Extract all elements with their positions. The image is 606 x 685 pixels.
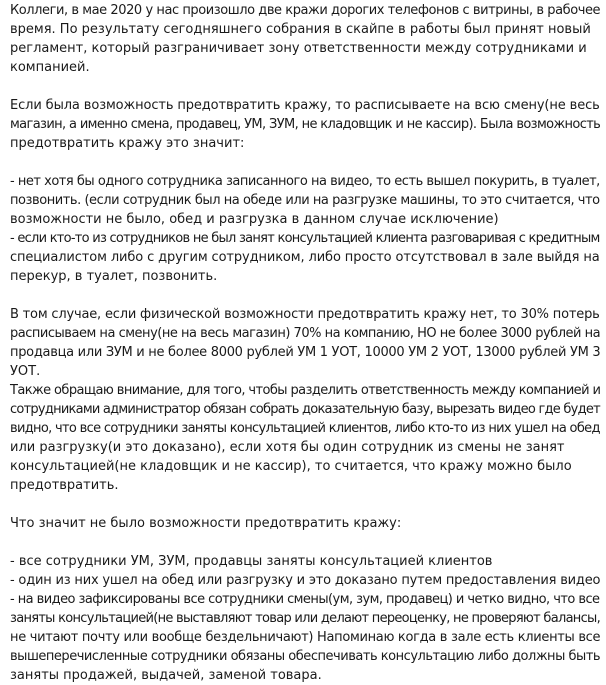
text-line: расписываем на смену(не на весь магазин) 70% на компанию, НО не более 3000 рублей на (10, 326, 601, 341)
text-line: В том случае, если физической возможности предотвратить кражу нет, то 30% потерь (10, 307, 600, 322)
paragraph-prevention-conditions (10, 172, 600, 286)
text-line: заняты продажей, выдачей, заменой товара. (10, 668, 322, 683)
text-line: время. По результату сегодняшнего собрания в скайпе в работы был принят новый (10, 22, 591, 37)
text-line: Если была возможность предотвратить кражу, то расписываете на всю смену(не весь (10, 98, 600, 113)
text-line: Также обращаю внимание, для того, чтобы разделить ответственность между компанией и (10, 383, 601, 398)
text-line: Коллеги, в мае 2020 у нас произошло две кражи дорогих телефонов с витрины, в рабочее (10, 3, 601, 18)
paragraph-no-possibility-heading (10, 514, 600, 533)
text-line: специалистом либо с другим сотрудником, либо просто отсутствовал в зале выйдя на (10, 250, 600, 265)
paragraph-intro (10, 1, 600, 77)
text-line: или разгрузку(и это доказано), если хотя бы один сотрудник из смены не занят (10, 440, 565, 455)
text-line: предотвратить кражу это значит: (10, 136, 245, 151)
text-line: продавца или ЗУМ и не более 8000 рублей УМ 1 УОТ, 10000 УМ 2 УОТ, 13000 рублей УМ 3 (10, 345, 601, 360)
text-line: возможности не было, обед и разгрузка в данном случае исключение) (10, 212, 499, 227)
text-line: перекур, в туалет, позвонить. (10, 269, 218, 284)
text-line: - нет хотя бы одного сотрудника записанного на видео, то есть вышел покурить, в туалет, (10, 174, 600, 189)
text-line: регламент, который разграничивает зону ответственности между сотрудниками и (10, 41, 587, 56)
text-line: сотрудниками администратор обязан собрать доказательную базу, вырезать видео где будет (10, 402, 600, 417)
text-line: не читают почту или вообще бездельничают) Напоминаю когда в зале есть клиенты все (10, 630, 601, 645)
text-line: консультацией(не кладовщик и не кассир), то считается, что кражу можно было (10, 459, 572, 474)
text-line: - все сотрудники УМ, ЗУМ, продавцы заняты консультацией клиентов (10, 554, 493, 569)
paragraph-prevention-possible (10, 96, 600, 153)
paragraph-loss-distribution (10, 305, 600, 495)
text-line: видно, что все сотрудники заняты консультацией клиентов, либо кто-то из них ушел на обед (10, 421, 600, 436)
text-line: компанией. (10, 60, 90, 75)
text-line: вышеперечисленные сотрудники обязаны обеспечивать консультацию либо должны быть (10, 649, 601, 664)
text-line: - на видео зафиксированы все сотрудники смены(ум, зум, продавец) и четко видно, что все (10, 592, 600, 607)
text-line: Что значит не было возможности предотвратить кражу: (10, 516, 402, 531)
text-line: - один из них ушел на обед или разгрузку и это доказано путем предоставления видео (10, 573, 601, 588)
text-line: предотвратить. (10, 478, 119, 493)
text-line: заняты консультацией(не выставляют товар или делают переоценку, не проверяют балансы, (10, 611, 600, 626)
text-line: УОТ. (10, 364, 41, 379)
text-line: позвонить. (если сотрудник был на обеде или на разгрузке машины, то это считается, что (10, 193, 600, 208)
text-line: - если кто-то из сотрудников не был занят консультацией клиента разговаривая с кредитным (10, 231, 600, 246)
paragraph-no-possibility-list (10, 552, 600, 685)
text-line: магазин, а именно смена, продавец, УМ, ЗУМ, не кладовщик и не кассир). Была возможность (10, 117, 601, 132)
